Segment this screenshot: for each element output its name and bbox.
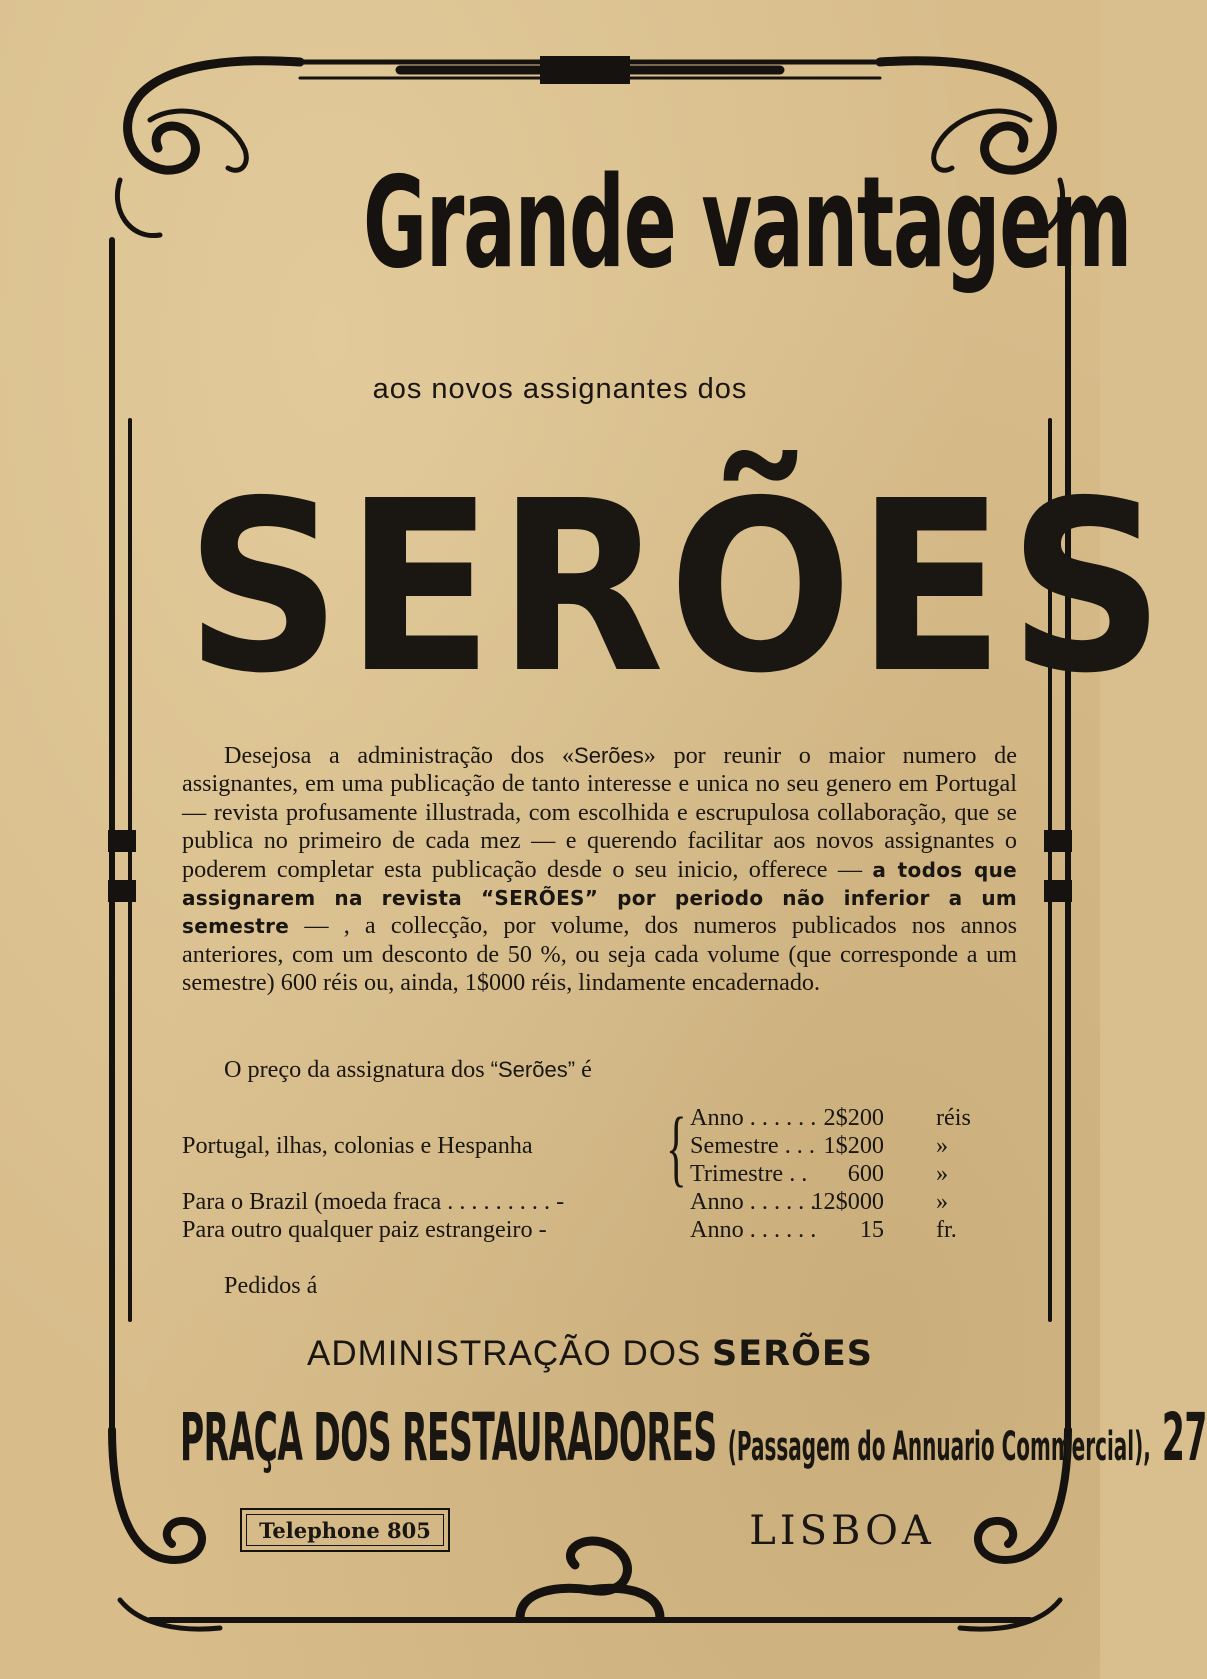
admin-prefix: ADMINISTRAÇÃO DOS bbox=[307, 1334, 702, 1373]
border-top-center-block bbox=[540, 56, 630, 84]
price-value: 12$000 bbox=[811, 1188, 884, 1215]
price-unit: » bbox=[936, 1160, 949, 1187]
region-brazil: Para o Brazil (moeda fraca . . . . . . . . . - bbox=[182, 1188, 565, 1215]
paragraph-part3: — , a collecção, por volume, dos numeros publicados nos annos anteriores, com um desconto de 50 %, ou seja cada volume (que corresponde a um semestre) 600 réis ou, ainda, 1$000 réis, lindamente encadernado. bbox=[182, 912, 1017, 997]
price-table bbox=[182, 1099, 1022, 1244]
orders-label: Pedidos á bbox=[224, 1272, 318, 1299]
address-note: (Passagem do Annuario Commercial), bbox=[727, 1424, 1151, 1470]
region-portugal: Portugal, ilhas, colonias e Hespanha bbox=[182, 1132, 533, 1159]
subtitle: aos novos assignantes dos bbox=[372, 373, 748, 405]
admin-brand: SERÕES bbox=[712, 1334, 873, 1374]
city-name: LISBOA bbox=[749, 1508, 935, 1554]
price-intro bbox=[224, 1056, 1024, 1084]
price-unit: » bbox=[936, 1132, 949, 1159]
price-value: 1$200 bbox=[823, 1132, 884, 1159]
price-row-brazil bbox=[182, 1188, 1022, 1216]
offer-paragraph bbox=[182, 742, 1017, 998]
paragraph-offer-bold: a todos que assignarem na revista “SERÕES” por periodo não inferior a um semestre bbox=[182, 857, 1017, 939]
paragraph-brand: Serões bbox=[574, 743, 644, 768]
address-street: PRAÇA DOS RESTAURADORES bbox=[180, 1399, 717, 1476]
price-unit: réis bbox=[936, 1104, 971, 1131]
price-value: 15 bbox=[859, 1216, 884, 1243]
price-period: Anno . . . . . . bbox=[690, 1104, 817, 1131]
price-period: Anno . . . . . . bbox=[690, 1216, 817, 1243]
price-row-abroad bbox=[182, 1216, 1022, 1244]
region-abroad: Para outro qualquer paiz estrangeiro - bbox=[182, 1216, 547, 1243]
price-period: Trimestre . . bbox=[690, 1160, 808, 1187]
address-line bbox=[180, 1399, 1207, 1476]
price-period: Anno . . . . . . bbox=[690, 1188, 817, 1215]
telephone-number: Telephone 805 bbox=[246, 1514, 444, 1546]
brand-title: SERÕES bbox=[185, 450, 1169, 725]
price-unit: » bbox=[936, 1188, 949, 1215]
price-value: 2$200 bbox=[823, 1104, 884, 1131]
paragraph-part2: » por reunir o maior numero de assignantes, em uma publicação de tanto interesse e unica no seu genero em Portugal — revista profusamente illustrada, com escolhida e escrupulosa collaboração, que se publica no primeiro de cada mez — e querendo facilitar aos novos assignantes o poderem completar esta publicação desde o seu inicio, offerece — bbox=[182, 742, 1017, 883]
telephone-box bbox=[240, 1508, 450, 1552]
price-intro-end: é bbox=[575, 1056, 592, 1083]
price-intro-text: O preço da assignatura dos bbox=[224, 1056, 491, 1083]
price-row bbox=[182, 1132, 1022, 1160]
headline-title: Grande vantagem bbox=[363, 149, 1132, 296]
paragraph-part1: Desejosa a administração dos « bbox=[224, 742, 575, 769]
price-value: 600 bbox=[847, 1160, 884, 1187]
price-row bbox=[182, 1104, 1022, 1132]
brace-icon: { bbox=[666, 1099, 687, 1195]
administration-line bbox=[150, 1334, 1030, 1374]
price-unit: fr. bbox=[936, 1216, 957, 1243]
address-number: 27 bbox=[1161, 1399, 1207, 1476]
bottom-center-ornament bbox=[520, 1541, 627, 1618]
price-intro-brand: “Serões” bbox=[490, 1057, 576, 1082]
price-row bbox=[182, 1160, 1022, 1188]
price-period: Semestre . . . bbox=[690, 1132, 815, 1159]
